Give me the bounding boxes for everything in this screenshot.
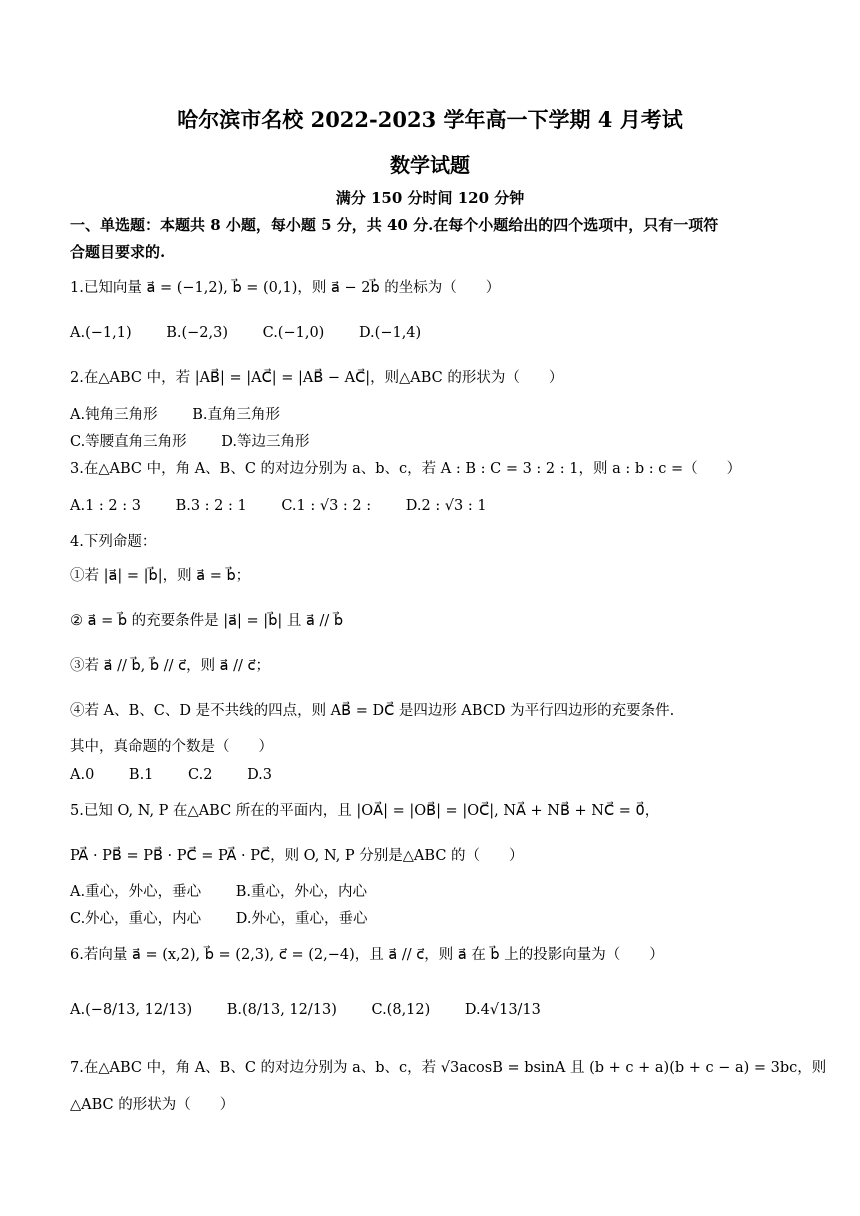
option-b: B.(−2,3): [166, 325, 229, 341]
option-d: D.等边三角形: [221, 434, 310, 450]
question-6-options: [70, 1000, 571, 1020]
question-7-stem-line2: △ABC 的形状为（ ）: [70, 1097, 235, 1113]
option-a: A.钝角三角形: [70, 407, 158, 423]
option-d: D.4√13/13: [464, 1002, 541, 1018]
option-a: A.0: [70, 767, 95, 783]
option-c: C.(8,12): [371, 1002, 431, 1018]
question-5-stem: 5.已知 O, N, P 在△ABC 所在的平面内，且 |OA⃗| = |OB⃗| = |OC⃗|, NA⃗ + NB⃗ + NC⃗ = 0⃗，: [70, 803, 660, 819]
option-d: D.3: [247, 767, 273, 783]
question-1-stem: 1.已知向量 a⃗ = (−1,2), b⃗ = (0,1)，则 a⃗ − 2b⃗ 的坐标为（ ）: [70, 280, 501, 296]
option-a: A.1 : 2 : 3: [70, 498, 141, 514]
question-3-stem: 3.在△ABC 中，角 A、B、C 的对边分别为 a、b、c，若 A : B : C = 3 : 2 : 1，则 a : b : c =（ ）: [70, 461, 742, 477]
question-4-item-4: ④若 A、B、C、D 是不共线的四点，则 AB⃗ = DC⃗ 是四边形 ABCD 为平行四边形的充要条件.: [70, 703, 675, 719]
option-d: D.2 : √3 : 1: [405, 498, 487, 514]
option-c: C.1 : √3 : 2 :: [281, 498, 372, 514]
question-4-item-3: ③若 a⃗ // b⃗, b⃗ // c⃗，则 a⃗ // c⃗；: [70, 658, 271, 674]
question-4-options: [70, 765, 302, 785]
option-c: C.(−1,0): [262, 325, 325, 341]
option-c: C.外心，重心，内心: [70, 911, 202, 927]
question-2-options-row2: [70, 432, 340, 452]
question-4-item-2: ② a⃗ = b⃗ 的充要条件是 |a⃗| = |b⃗| 且 a⃗ // b⃗: [70, 613, 344, 629]
option-b: B.重心，外心，内心: [235, 884, 367, 900]
option-d: D.外心，重心，垂心: [235, 911, 368, 927]
option-b: B.1: [128, 767, 154, 783]
question-6-stem: 6.若向量 a⃗ = (x,2), b⃗ = (2,3), c⃗ = (2,−4)，且 a⃗ // c⃗，则 a⃗ 在 b⃗ 上的投影向量为（ ）: [70, 947, 664, 963]
option-a: A.(−1,1): [70, 325, 132, 341]
exam-title: 哈尔滨市名校 2022-2023 学年高一下学期 4 月考试: [177, 107, 683, 132]
option-a: A.重心，外心，垂心: [70, 884, 202, 900]
option-b: B.(8/13, 12/13): [226, 1002, 337, 1018]
question-1-options: [70, 323, 451, 343]
option-a: A.(−8/13, 12/13): [70, 1002, 193, 1018]
question-3-options: [70, 496, 517, 516]
section-heading-line2: 合题目要求的.: [70, 243, 166, 261]
exam-subtitle: 数学试题: [390, 153, 470, 177]
question-4-stem: 4.下列命题：: [70, 534, 157, 550]
option-c: C.2: [188, 767, 213, 783]
question-5-options-row1: [70, 882, 397, 902]
question-5-options-row2: [70, 909, 398, 929]
question-7-stem: 7.在△ABC 中，角 A、B、C 的对边分别为 a、b、c，若 √3acosB = bsinA 且 (b + c + a)(b + c − a) = 3bc，则: [70, 1060, 827, 1076]
question-2-stem: 2.在△ABC 中，若 |AB⃗| = |AC⃗| = |AB⃗ − AC⃗|，则△ABC 的形状为（ ）: [70, 370, 564, 386]
option-c: C.等腰直角三角形: [70, 434, 187, 450]
question-5-stem-line2: PA⃗ · PB⃗ = PB⃗ · PC⃗ = PA⃗ · PC⃗，则 O, N, P 分别是△ABC 的（ ）: [70, 848, 524, 864]
section-heading-line1: 一、单选题：本题共 8 小题，每小题 5 分，共 40 分.在每个小题给出的四个选项中，只有一项符: [70, 216, 719, 234]
option-d: D.(−1,4): [358, 325, 422, 341]
question-4-tail: 其中，真命题的个数是（ ）: [70, 739, 273, 755]
exam-meta: 满分 150 分时间 120 分钟: [335, 189, 525, 207]
question-2-options-row1: [70, 405, 310, 425]
question-4-item-1: ①若 |a⃗| = |b⃗|，则 a⃗ = b⃗；: [70, 568, 251, 584]
option-b: B.3 : 2 : 1: [175, 498, 247, 514]
option-b: B.直角三角形: [192, 407, 280, 423]
